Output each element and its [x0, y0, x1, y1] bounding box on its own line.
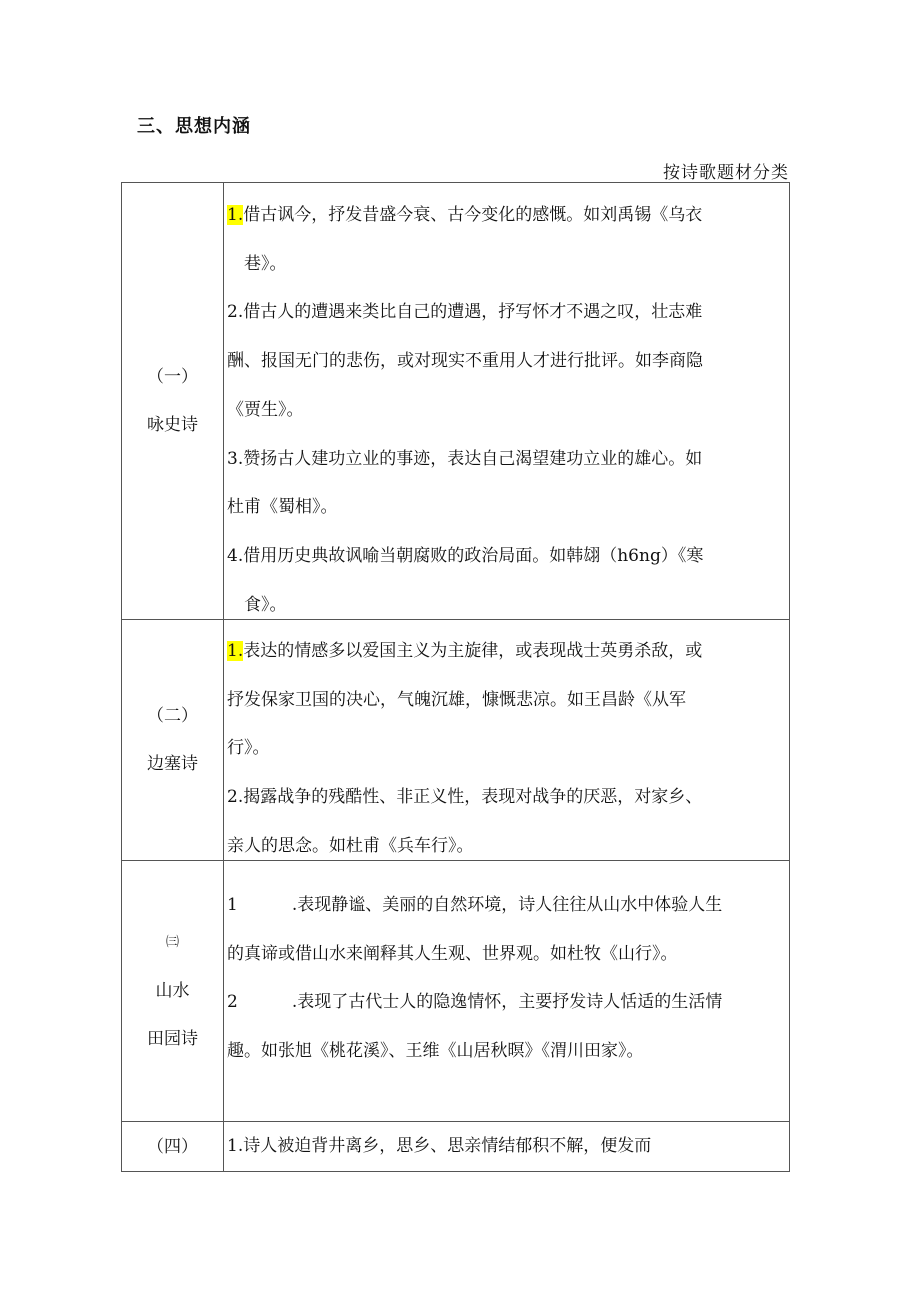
item-text-continued: 巷》。 — [244, 253, 287, 274]
item-text: 借古人的遭遇来类比自己的遭遇，抒写怀才不遇之叹，壮志难 — [243, 302, 703, 323]
item-number: 3. — [227, 448, 244, 469]
content-cell — [224, 183, 789, 619]
content-cell — [224, 861, 789, 1121]
item-text: 揭露战争的残酷性、非正义性，表现对战争的厌恶，对家乡、 — [243, 787, 703, 808]
item-text-continued: 《贾生》。 — [227, 399, 304, 420]
item-number: 1. — [227, 205, 244, 225]
list-item — [227, 627, 785, 676]
table-row-shanshui — [122, 860, 789, 1121]
item-number: 4. — [227, 545, 244, 566]
category-number: （二） — [147, 706, 198, 726]
item-text-continued: 食》。 — [244, 594, 287, 615]
table-row-biansai — [122, 619, 789, 860]
item-text-continued: 趣。如张旭《桃花溪》、王维《山居秋暝》《渭川田家》。 — [227, 1041, 644, 1062]
category-number: （四） — [147, 1136, 198, 1157]
item-text-continued: 行》。 — [227, 738, 270, 759]
table-caption: 按诗歌题材分类 — [663, 163, 789, 183]
item-text: 赞扬古人建功立业的事迹，表达自己渴望建功立业的雄心。如 — [243, 448, 703, 469]
item-text: 借用历史典故讽喻当朝腐败的政治局面。如韩翃（h6ng）《寒 — [243, 545, 704, 566]
item-number: 1 — [227, 895, 238, 915]
list-item — [227, 191, 785, 240]
item-number: 1. — [227, 641, 244, 661]
table-row-sixiang — [122, 1121, 789, 1171]
category-number: ㈢ — [165, 935, 179, 950]
category-cell — [122, 183, 224, 619]
item-text-continued: 酬、报国无门的悲伤，或对现实不重用人才进行批评。如李商隐 — [227, 351, 703, 372]
list-item — [227, 532, 785, 581]
content-cell — [224, 620, 789, 860]
item-number: 1. — [227, 1136, 244, 1156]
poetry-category-table — [121, 182, 790, 1172]
item-text: .表现了古代士人的隐逸情怀，主要抒发诗人恬适的生活情 — [291, 992, 723, 1013]
category-name: 山水 — [155, 981, 190, 1001]
item-text-continued: 抒发保家卫国的决心，气魄沉雄，慷慨悲凉。如王昌龄《从军 — [227, 689, 686, 710]
category-cell — [122, 861, 224, 1121]
item-text-continued: 杜甫《蜀相》。 — [227, 497, 338, 518]
list-item — [227, 881, 785, 930]
category-name: 边塞诗 — [147, 754, 198, 774]
section-heading: 三、思想内涵 — [137, 116, 251, 137]
category-name: 咏史诗 — [147, 415, 198, 435]
category-number: （一） — [147, 367, 198, 387]
item-number: 2. — [227, 787, 244, 808]
list-item — [227, 435, 785, 484]
table-row-yongshi — [122, 183, 789, 619]
item-number: 2. — [227, 302, 244, 323]
content-cell — [224, 1122, 789, 1171]
list-item — [227, 288, 785, 337]
list-item — [227, 1122, 785, 1171]
category-cell — [122, 620, 224, 860]
item-text: 借古讽今，抒发昔盛今衰、古今变化的感慨。如刘禹锡《乌衣 — [243, 205, 703, 225]
category-name: 田园诗 — [147, 1029, 198, 1049]
category-cell — [122, 1122, 224, 1171]
item-text: 诗人被迫背井离乡，思乡、思亲情结郁积不解，便发而 — [243, 1136, 652, 1156]
list-item — [227, 978, 785, 1027]
item-text-continued: 亲人的思念。如杜甫《兵车行》。 — [227, 835, 474, 856]
item-text: 表达的情感多以爱国主义为主旋律，或表现战士英勇杀敌，或 — [243, 641, 703, 661]
list-item — [227, 773, 785, 822]
item-text-continued: 的真谛或借山水来阐释其人生观、世界观。如杜牧《山行》。 — [227, 943, 678, 964]
item-text: .表现静谧、美丽的自然环境，诗人往往从山水中体验人生 — [291, 895, 723, 915]
item-number: 2 — [227, 992, 238, 1013]
